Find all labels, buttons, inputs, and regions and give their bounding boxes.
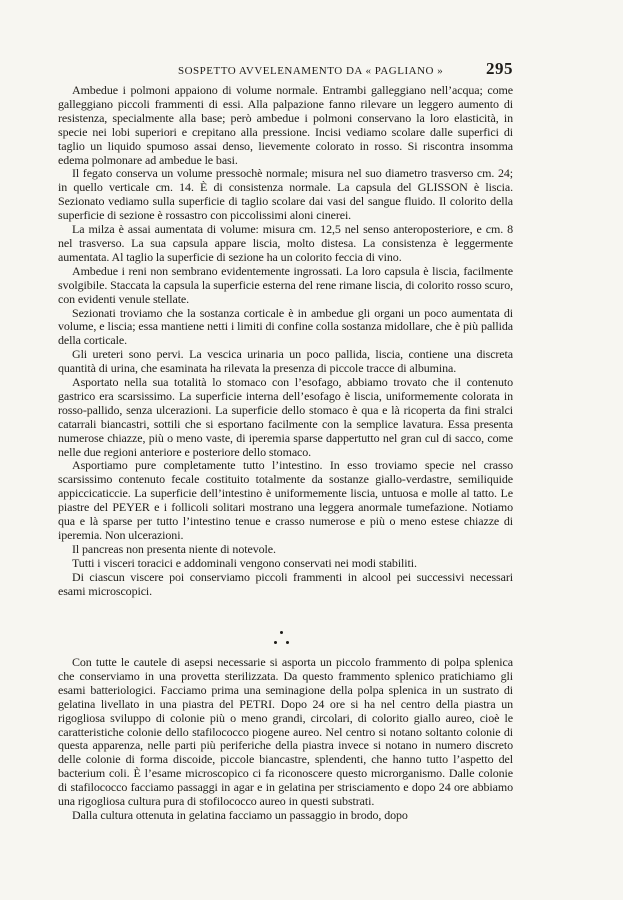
paragraph-spleen: La milza è assai aumentata di volume: misura cm. 12,5 nel senso anteroposteriore, e cm. 8 nel trasverso. La sua capsula appare liscia, molto distesa. La consistenza è leggermente aumentata. Al taglio la superficie di sezione ha un colorito feccia di vino.	[58, 222, 513, 264]
paragraph-splenic-culture: Con tutte le cautele di asepsi necessarie si asporta un piccolo frammento di polpa splenica che conserviamo in una provetta sterilizzata. Da questo frammento splenico pratichiamo gli esami batteriologici. Facciamo prima una seminagione della polpa splenica in un sustrato di gelatina livellato in una piastra del PETRI. Dopo 24 ore si ha nel centro della piastra un rigogliosa sviluppo di colonie più o meno grandi, circolari, di colorito giallo aureo, cioè le caratteristiche colonie dello stafilococco piogene aureo. Nel centro si notano soltanto colonie di questa apparenza, nelle parti più periferiche della piastra invece si notano in numero discreto delle colonie di forma discoide, piccole biancastre, splendenti, che hanno tutto l’aspetto del bacterium coli. È l’esame microscopico ci fa riconoscere questo microrganismo. Dalle colonie di stafilococco facciamo passaggi in agar e in gelatina per strisciamento e dopo 24 ore abbiamo una rigogliosa cultura pura di stofilococco aureo in questi substrati.	[58, 656, 513, 809]
paragraph-viscera-preserved: Tutti i visceri toracici e addominali vengono conservati nei modi stabiliti.	[72, 555, 417, 570]
bacteriology-section	[58, 656, 513, 880]
running-head: SOSPETTO AVVELENAMENTO DA « PAGLIANO »	[178, 65, 444, 77]
paragraph-liver: Il fegato conserva un volume pressochè normale; misura nel suo diametro trasverso cm. 24; in quello verticale cm. 14. È di consistenza normale. La capsula del GLISSON è liscia. Sezionato vediamo sulla superficie di taglio scolare dai vasi del sangue fluido. Il colorito della superficie di sezione è rossastro con piccolissimi aloni cinerei.	[58, 166, 513, 223]
autopsy-findings-section	[58, 84, 513, 619]
paragraph-kidneys: Ambedue i reni non sembrano evidentemente ingrossati. La loro capsula è liscia, facilmente svolgibile. Staccata la capsula la superficie esterna del rene rimane liscia, di colorito rosso scuro, con evidenti venule stellate.	[58, 263, 513, 306]
paragraph-stomach: Asportato nella sua totalità lo stomaco con l’esofago, abbiamo trovato che il contenuto gastrico era scarsissimo. La superficie interna dell’esofago è liscia, uniformemente colorata in rosso-pallido, senza ulcerazioni. La superficie dello stomaco è qua e là ricoperta da fini stralci catarrali biancastri, sottili che si esportano facilmente con la semplice lavatura. Essa presenta numerose chiazze, più o meno vaste, di iperemia sparse dappertutto nel gran cul di sacco, come nelle due regioni anteriore e posteriore dello stomaco.	[58, 375, 513, 459]
page-header	[58, 56, 513, 76]
paragraph-broth-passage: Dalla cultura ottenuta in gelatina facciamo un passaggio in brodo, dopo	[72, 807, 408, 822]
paragraph-lungs: Ambedue i polmoni appaiono di volume normale. Entrambi galleggiano nell’acqua; come galleggiano piccoli frammenti di essi. Alla palpazione fanno rilevare un leggero aumento di resistenza, specialmente alla base; però ambedue i polmoni conservano la loro elasticità, in specie nei lobi superiori e crepitano alla pressione. Incisi vediamo scolare dalle superfici di taglio un liquido spumoso assai denso, lievemente colorato in rosso. Si riscontra insomma edema polmonare ad ambedue le basi.	[58, 84, 513, 167]
paragraph-kidney-cortex: Sezionati troviamo che la sostanza corticale è in ambedue gli organi un poco aumentata di volume, e liscia; essa mantiene netti i limiti di confine colla sostanza midollare, che è più pallida della corticale.	[58, 305, 513, 348]
page-number: 295	[486, 59, 513, 78]
section-break-asterism	[273, 630, 291, 648]
paragraph-pancreas: Il pancreas non presenta niente di notevole.	[72, 541, 276, 556]
paragraph-fragments-alcohol: Di ciascun viscere poi conserviamo piccoli frammenti in alcool pei successivi necessari esami microscopici.	[58, 569, 513, 598]
paragraph-intestine: Asportiamo pure completamente tutto l’intestino. In esso troviamo specie nel crasso scarsissimo contenuto fecale costituito totalmente da sostanze giallo-verdastre, semiliquide appiccicaticcie. La superficie dell’intestino è uniformemente liscia, untuosa e molle al tatto. Le piastre del PEYER e i follicoli solitari mostrano una leggera anormale tumefazione. Notiamo qua e là sparse per tutto l’intestino tenue e crasso numerose e più o meno estese chiazze di iperemia. Non ulcerazioni.	[58, 458, 513, 542]
paragraph-ureters-bladder: Gli ureteri sono pervi. La vescica urinaria un poco pallida, liscia, contiene una discreta quantità di urina, che esaminata ha rilevata la presenza di piccole tracce di albumina.	[58, 347, 513, 376]
